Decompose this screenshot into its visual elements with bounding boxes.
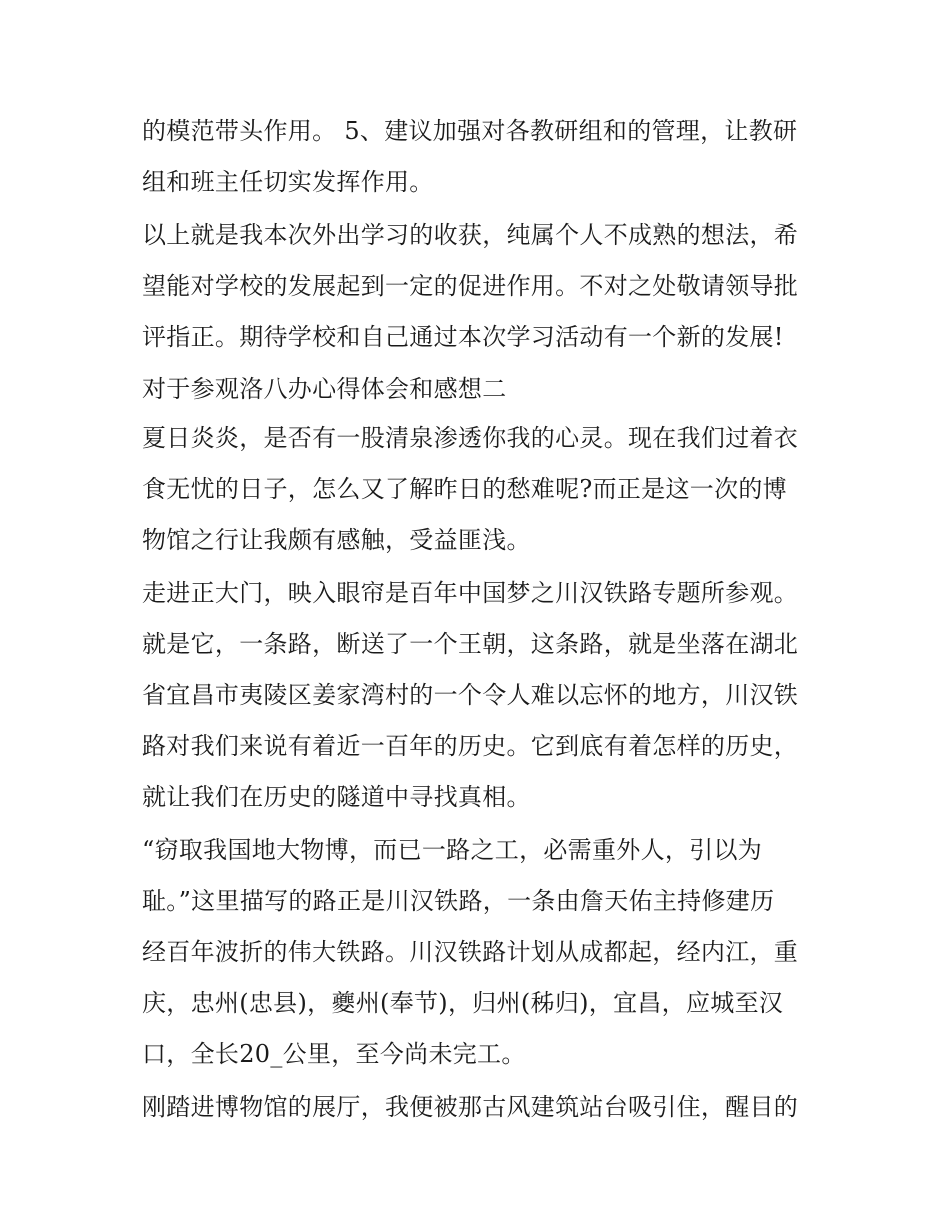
text-line: 物馆之行让我颇有感触，受益匪浅。 [142,526,531,554]
paragraph-2 [142,210,822,363]
paragraph-6 [142,1082,822,1133]
text-line: 走进正大门，映入眼帘是百年中国梦之川汉铁路专题所参观。 [142,579,799,607]
text-line: “窃取我国地大物博，而已一路之工，必需重外人，引以为 [142,836,763,864]
text-line: 望能对学校的发展起到一定的促进作用。不对之处敬请领导批 [142,272,799,300]
text-line: 经百年波折的伟大铁路。川汉铁路计划从成都起，经内江，重 [142,938,799,966]
heading-text: 对于参观洛八办心得体会和感想二 [142,375,507,403]
text-line: 以上就是我本次外出学习的收获，纯属个人不成熟的想法，希 [142,221,799,249]
text-line: 评指正。期待学校和自己通过本次学习活动有一个新的发展! [142,323,784,351]
paragraph-4 [142,568,822,823]
text-line: 组和班主任切实发挥作用。 [142,168,434,196]
text-line: 耻。”这里描写的路正是川汉铁路，一条由詹天佑主持修建历 [142,887,775,915]
text-line: 的模范带头作用。 5、建议加强对各教研组和的管理，让教研 [142,117,798,145]
document-body [142,106,822,1133]
text-line: 省宜昌市夷陵区姜家湾村的一个令人难以忘怀的地方，川汉铁 [142,681,799,709]
text-line: 庆，忠州(忠县)，夔州(奉节)，归州(秭归)，宜昌，应城至汉 [142,989,784,1017]
text-line: 就让我们在历史的隧道中寻找真相。 [142,783,531,811]
paragraph-3 [142,413,822,566]
text-line: 路对我们来说有着近一百年的历史。它到底有着怎样的历史， [142,732,799,760]
text-line: 食无忧的日子，怎么又了解昨日的愁难呢?而正是这一次的博 [142,475,787,503]
text-line: 刚踏进博物馆的展厅，我便被那古风建筑站台吸引住，醒目的 [142,1093,799,1121]
text-line: 夏日炎炎，是否有一股清泉渗透你我的心灵。现在我们过着衣 [142,424,799,452]
text-line: 口，全长20_公里，至今尚未完工。 [142,1040,526,1068]
section-heading [142,365,822,413]
text-line: 就是它，一条路，断送了一个王朝，这条路，就是坐落在湖北 [142,630,799,658]
paragraph-5 [142,825,822,1080]
paragraph-1 [142,106,822,208]
